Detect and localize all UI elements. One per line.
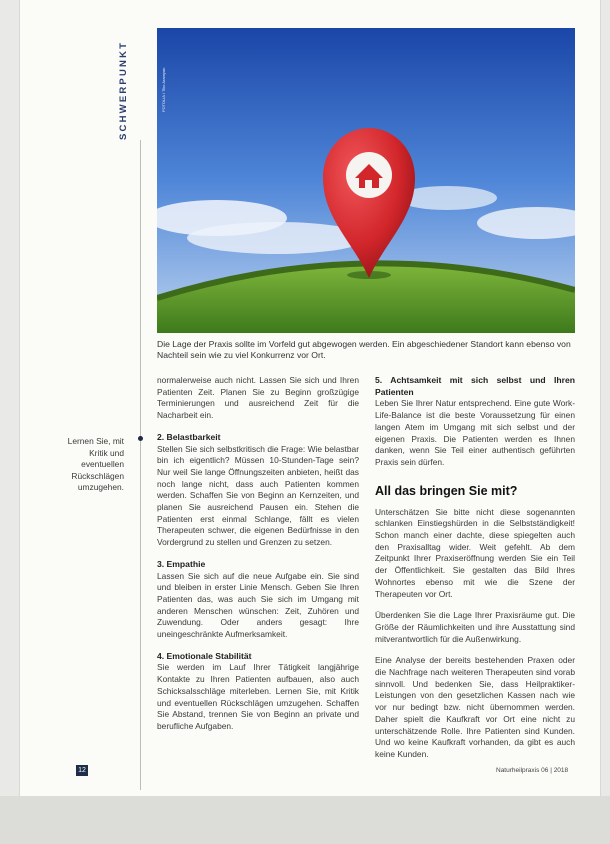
section-2-text: Stellen Sie sich selbstkritisch die Frage: Wie belastbar bin ich eigentlich? Müssen 10-Stunden-Tage sein? Nur weil Sie lange Öffnungszeiten anbieten, heißt das noch lange nicht, dass auch Patienten kommen werden. Schaffen Sie von Beginn an Kernzeiten, und planen Sie ausreichend Pausen ein. Stehen die Patienten erst einmal Schlange, fällt es vielen Therapeuten schwer, die eigenen Bedürfnisse in den Vordergrund zu stellen und Grenzen zu setzen. [157, 443, 359, 548]
section-4-heading: 4. Emotionale Stabilität [157, 650, 252, 661]
section-3-heading: 3. Empathie [157, 558, 206, 569]
paragraph-2: Überdenken Sie die Lage Ihrer Praxisräume gut. Die Größe der Räumlichkeiten und ihre Ausstattung sind mitverantwortlich für die Außenwirkung. [375, 610, 575, 644]
section-5-text: Leben Sie Ihrer Natur entsprechend. Eine gute Work-Life-Balance ist die beste Voraussetzung für einen langen Atem im Umgang mit sich selbst und der eigenen Praxis. Die Patienten werden es Ihnen danken, wenn Sie Teil einer authentisch geführten Praxis sein dürfen. [375, 398, 575, 467]
column-divider [140, 140, 141, 790]
side-quote: Lernen Sie, mit Kritik und eventuellen Rückschlägen umzugehen. [67, 436, 124, 492]
photo-credit: FOTOLIA / Tiko Aramyan [161, 67, 166, 112]
scan-background [0, 796, 610, 844]
right-column [375, 375, 575, 761]
photo-caption: Die Lage der Praxis sollte im Vorfeld gut abgewogen werden. Ein abgeschiedener Standort kann ebenso von Nachteil sein wie zu viel Konkurrenz vor Ort. [157, 339, 571, 360]
paragraph-1: Unterschätzen Sie bitte nicht diese sogenannten schlanken Einstiegshürden in die Selbstständigkeit! Schon manch einer dachte, diese spiegelten auch den Praxisalltag wider. Weit gefehlt. Ab dem Zeitpunkt Ihrer Praxiseröffnung werden Sie ein Teil der Öffentlichkeit. Sie gestalten das Bild Ihres Wohnortes ebenso mit wie die Szene der Therapeuten vor Ort. [375, 506, 575, 599]
section-2-heading: 2. Belastbarkeit [157, 431, 221, 442]
section-5-heading: 5. Achtsamkeit mit sich selbst und Ihren Patienten [375, 375, 575, 397]
magazine-footer: Naturheilpraxis 06 | 2018 [496, 767, 569, 774]
section-4-text: Sie werden im Lauf Ihrer Tätigkeit langjährige Kontakte zu Ihren Patienten aufbauen, also auch Schicksalsschläge miterleben. Lernen Sie, mit Kritik und eventuellen Rückschlägen umzugehen. Schaffen Sie Abstand, trennen Sie von Beginn an private und berufliche Aufgaben. [157, 662, 359, 731]
section-3-text: Lassen Sie sich auf die neue Aufgabe ein. Sie sind und bleiben in erster Linie Mensch. Geben Sie Ihren Patienten das, was auch Sie sich im Umgang mit anderen Menschen wünschen: Zeit, Zuhören und Zuwendung. Oder anders gesagt: Ihre uneingeschränkte Aufmerksamkeit. [157, 570, 359, 640]
section-label: SCHWERPUNKT [118, 40, 129, 140]
left-column [157, 375, 359, 733]
subheading: All das bringen Sie mit? [375, 483, 518, 498]
paragraph-3: Eine Analyse der bereits bestehenden Praxen oder die Nachfrage nach weiteren Therapeuten sind vorab sinnvoll. Und bedenken Sie, dass Heilpraktiker-Leistungen von den gesetzlichen Kassen nach wie vor nur bedingt bzw. nicht übernommen werden. Daher spielt die Kaufkraft vor Ort eine nicht zu unterschätzende Rolle. Ihre Patienten sind Kunden. Und wo keine Kaufkraft vorhanden, da gibt es auch keine Kunden. [375, 655, 575, 759]
page-number: 12 [76, 765, 88, 776]
pin-on-hill-illustration [157, 28, 575, 333]
article-photo [157, 28, 575, 333]
quote-marker [138, 436, 143, 441]
intro-paragraph: normalerweise auch nicht. Lassen Sie sich und Ihren Patienten Zeit. Planen Sie zu Beginn großzügige Terminierungen und ausreichend Zeit für die Nacharbeit ein. [157, 375, 359, 421]
